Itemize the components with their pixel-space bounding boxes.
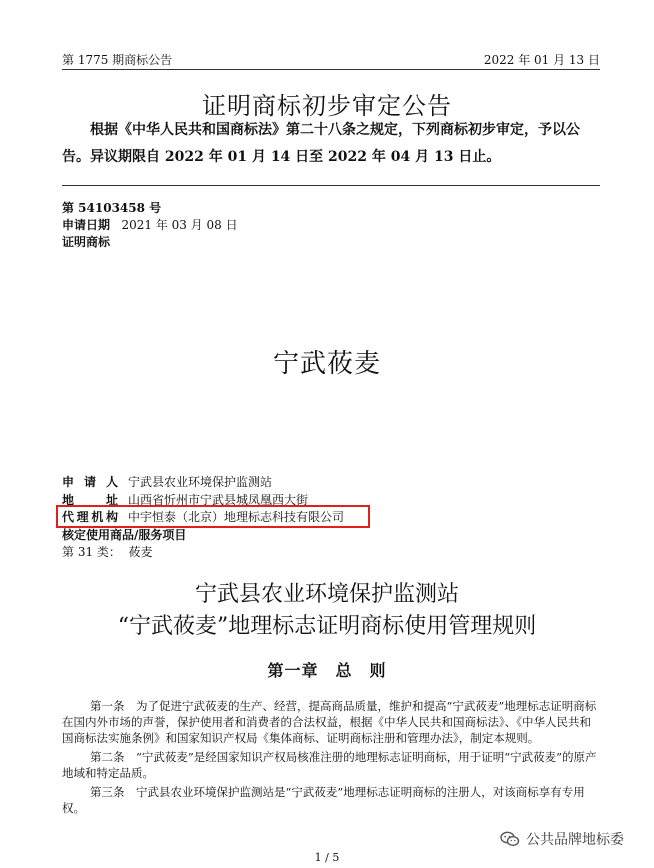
chapter-heading: 第一章 总 则 — [267, 661, 387, 680]
class-label: 第 31 类： — [62, 545, 121, 559]
agent-highlight-box — [56, 505, 370, 528]
wechat-icon — [500, 831, 520, 847]
apply-date-label: 申请日期 — [62, 218, 111, 232]
address-label: 地址 — [62, 493, 118, 507]
article-1: 第一条 为了促进宁武莜麦的生产、经营，提高商品质量，维护和提高“宁武莜麦”地理标志证明商标在国内外市场的声誉，保护使用者和消费者的合法权益，根据《中华人民共和国商标法》、《中华人民共和国商标法实施条例》和国家知识产权局《集体商标、证明商标注册和管理办法》，制定本规则。 — [62, 699, 597, 745]
agent-label: 代理机构 — [62, 510, 118, 524]
applicant-value: 宁武县农业环境保护监测站 — [128, 475, 273, 489]
apply-date-row — [62, 218, 238, 232]
rules-title: “宁武莜麦”地理标志证明商标使用管理规则 — [117, 614, 537, 639]
class-row — [62, 543, 153, 561]
issue-date: 2022 年 01 月 13 日 — [483, 53, 600, 67]
article-3: 第三条 宁武县农业环境保护监测站是“宁武莜麦”地理标志证明商标的注册人，对该商标享有专用权。 — [62, 785, 585, 815]
apply-date-value: 2021 年 03 月 08 日 — [121, 218, 238, 232]
watermark — [500, 829, 624, 849]
applicant-row — [62, 473, 272, 491]
applicant-label: 申请人 — [62, 475, 118, 489]
page-number: 1 / 5 — [314, 851, 340, 864]
trademark-type: 证明商标 — [62, 235, 111, 249]
article-2: 第二条 “宁武莜麦”是经国家知识产权局核准注册的地理标志证明商标，用于证明“宁武莜麦”的原产地域和特定品质。 — [62, 750, 597, 780]
header-rule — [62, 69, 600, 70]
agent-value: 中宇恒泰（北京）地理标志科技有限公司 — [128, 510, 345, 524]
announcement-title: 证明商标初步审定公告 — [202, 92, 452, 120]
rules-body — [62, 698, 602, 819]
issue-number: 第 1775 期商标公告 — [62, 53, 173, 67]
goods-label: 核定使用商品/服务项目 — [62, 528, 187, 542]
trademark-text: 宁武莜麦 — [272, 349, 381, 379]
announcement-intro — [62, 117, 602, 171]
rules-org: 宁武县农业环境保护监测站 — [194, 582, 459, 607]
intro-rule — [62, 185, 600, 186]
watermark-text: 公共品牌地标委 — [526, 832, 624, 848]
address-value: 山西省忻州市宁武县城凤凰西大街 — [128, 493, 309, 507]
intro-text: 根据《中华人民共和国商标法》第二十八条之规定，下列商标初步审定，予以公告。异议期限自 2022 年 01 月 14 日至 2022 年 04 月 13 日止。 — [62, 122, 580, 165]
class-goods: 莜麦 — [128, 545, 153, 559]
registration-number: 第 54103458 号 — [62, 201, 162, 215]
